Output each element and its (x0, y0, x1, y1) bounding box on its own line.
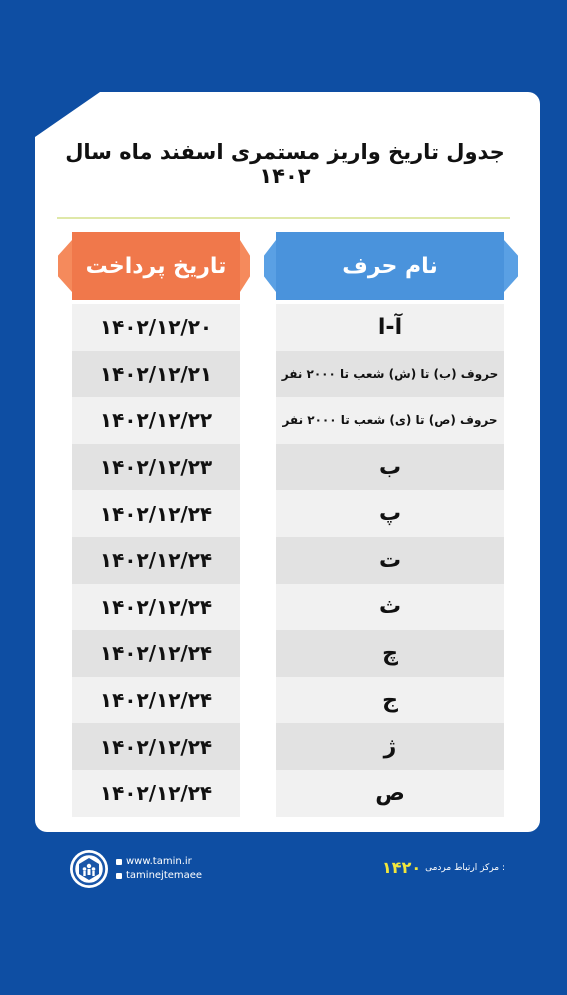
social-icon (116, 873, 122, 879)
schedule-table (72, 304, 504, 817)
table-row (72, 351, 504, 398)
payment-date-cell: ۱۴۰۲/۱۲/۲۴ (72, 490, 240, 537)
phone-number[interactable]: ۱۴۲۰ (382, 858, 422, 877)
table-row (72, 770, 504, 817)
payment-date-cell: ۱۴۰۲/۱۲/۲۴ (72, 677, 240, 724)
social-handle[interactable]: taminejtemaee (126, 870, 203, 881)
website-link[interactable]: www.tamin.ir (126, 856, 192, 867)
payment-date-cell: ۱۴۰۲/۱۲/۲۴ (72, 770, 240, 817)
tamin-logo-icon (70, 850, 108, 888)
letter-name-cell: پ (276, 490, 504, 537)
table-row (72, 537, 504, 584)
letter-name-cell: ص (276, 770, 504, 817)
payment-date-cell: ۱۴۰۲/۱۲/۲۳ (72, 444, 240, 491)
table-row (72, 677, 504, 724)
letter-name-cell: ج (276, 677, 504, 724)
title-divider (57, 217, 510, 219)
letter-name-cell: حروف (ب) تا (ش) شعب تا ۲۰۰۰ نفر (276, 351, 504, 398)
table-row (72, 304, 504, 351)
payment-date-cell: ۱۴۰۲/۱۲/۲۴ (72, 537, 240, 584)
table-row (72, 490, 504, 537)
letter-name-cell: آ-ا (276, 304, 504, 351)
phone-label: : مرکز ارتباط مردمی (425, 862, 505, 873)
payment-date-cell: ۱۴۰۲/۱۲/۲۴ (72, 723, 240, 770)
globe-icon (116, 859, 122, 865)
footer-contact (70, 850, 202, 888)
table-row (72, 584, 504, 631)
footer-phone (382, 858, 505, 877)
table-row (72, 444, 504, 491)
payment-date-cell: ۱۴۰۲/۱۲/۲۴ (72, 630, 240, 677)
letter-name-cell: چ (276, 630, 504, 677)
letter-name-cell: ب (276, 444, 504, 491)
letter-name-cell: ژ (276, 723, 504, 770)
table-row (72, 397, 504, 444)
letter-name-cell: ت (276, 537, 504, 584)
page-title: جدول تاریخ واریز مستمری اسفند ماه سال ۱۴۰۲ (65, 140, 505, 188)
table-row (72, 723, 504, 770)
payment-date-cell: ۱۴۰۲/۱۲/۲۰ (72, 304, 240, 351)
table-row (72, 630, 504, 677)
name-column-header: نام حرف (276, 232, 504, 300)
letter-name-cell: حروف (ص) تا (ی) شعب تا ۲۰۰۰ نفر (276, 397, 504, 444)
date-column-header: تاریخ پرداخت (72, 232, 240, 300)
payment-date-cell: ۱۴۰۲/۱۲/۲۴ (72, 584, 240, 631)
payment-date-cell: ۱۴۰۲/۱۲/۲۲ (72, 397, 240, 444)
letter-name-cell: ث (276, 584, 504, 631)
payment-date-cell: ۱۴۰۲/۱۲/۲۱ (72, 351, 240, 398)
